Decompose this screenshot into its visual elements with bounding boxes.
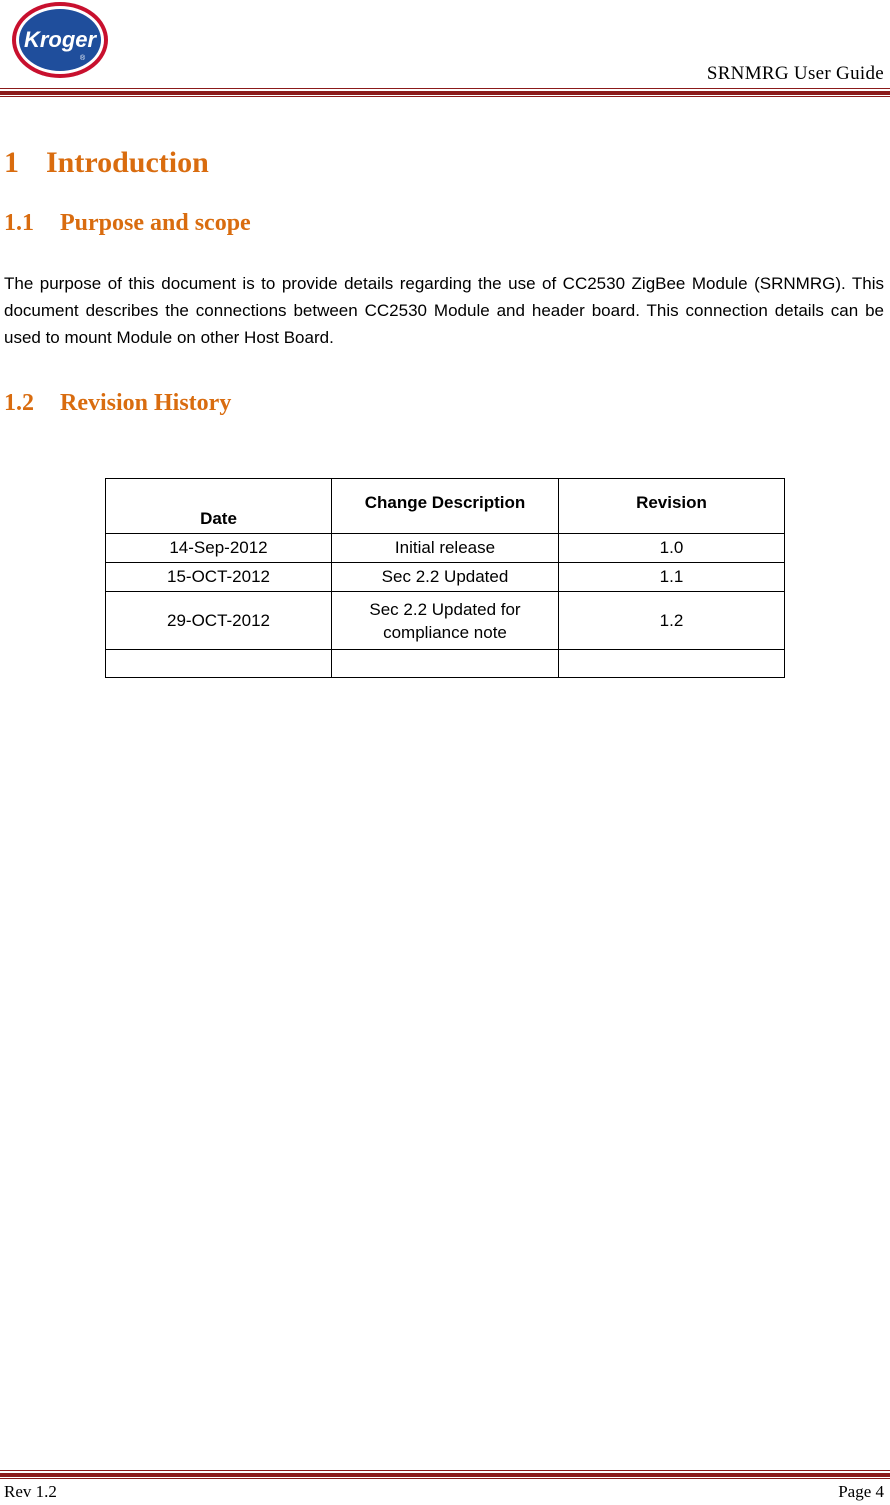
footer-revision: Rev 1.2 [4, 1482, 57, 1501]
cell-revision: 1.1 [559, 563, 785, 592]
column-header-change-description: Change Description [332, 479, 559, 534]
header-rule-thick [0, 91, 890, 95]
kroger-logo [10, 0, 110, 80]
section-title: Introduction [46, 146, 209, 179]
table-row-empty [106, 650, 785, 678]
revision-history-table [105, 478, 785, 678]
document-title: SRNMRG User Guide [706, 63, 884, 84]
section-heading-purpose [4, 210, 251, 237]
cell-revision: 1.2 [559, 592, 785, 650]
footer-rule-thin [0, 1470, 890, 1471]
table-row [106, 534, 785, 563]
cell-description: Sec 2.2 Updated for compliance note [332, 592, 559, 650]
cell-date: 15-OCT-2012 [106, 563, 332, 592]
column-header-date: Date [106, 479, 332, 534]
cell-revision: 1.0 [559, 534, 785, 563]
column-header-revision: Revision [559, 479, 785, 534]
section-heading-introduction [4, 146, 209, 180]
section-title: Purpose and scope [60, 210, 251, 236]
footer-page-number: Page 4 [838, 1482, 884, 1501]
footer-rule-thin-2 [0, 1478, 890, 1479]
cell-revision [559, 650, 785, 678]
section-title: Revision History [60, 390, 232, 416]
section-number: 1.2 [4, 390, 34, 416]
header-rule-thin [0, 88, 890, 89]
header-rule-thin-2 [0, 96, 890, 97]
cell-description [332, 650, 559, 678]
section-number: 1.1 [4, 210, 34, 236]
svg-text:®: ® [80, 55, 86, 62]
cell-description: Initial release [332, 534, 559, 563]
purpose-paragraph: The purpose of this document is to provide details regarding the use of CC2530 ZigBee Module (SRNMRG). This document describes the connections between CC2530 Module and header board. This connection details can be used to mount Module on other Host Board. [4, 274, 884, 347]
cell-date [106, 650, 332, 678]
section-number: 1 [4, 146, 19, 179]
table-row [106, 592, 785, 650]
table-row [106, 563, 785, 592]
cell-date: 29-OCT-2012 [106, 592, 332, 650]
table-header-row [106, 479, 785, 534]
section-heading-revision-history [4, 390, 231, 417]
logo-wordmark: Kroger [23, 27, 97, 52]
footer-rule-thick [0, 1473, 890, 1477]
cell-description: Sec 2.2 Updated [332, 563, 559, 592]
cell-date: 14-Sep-2012 [106, 534, 332, 563]
